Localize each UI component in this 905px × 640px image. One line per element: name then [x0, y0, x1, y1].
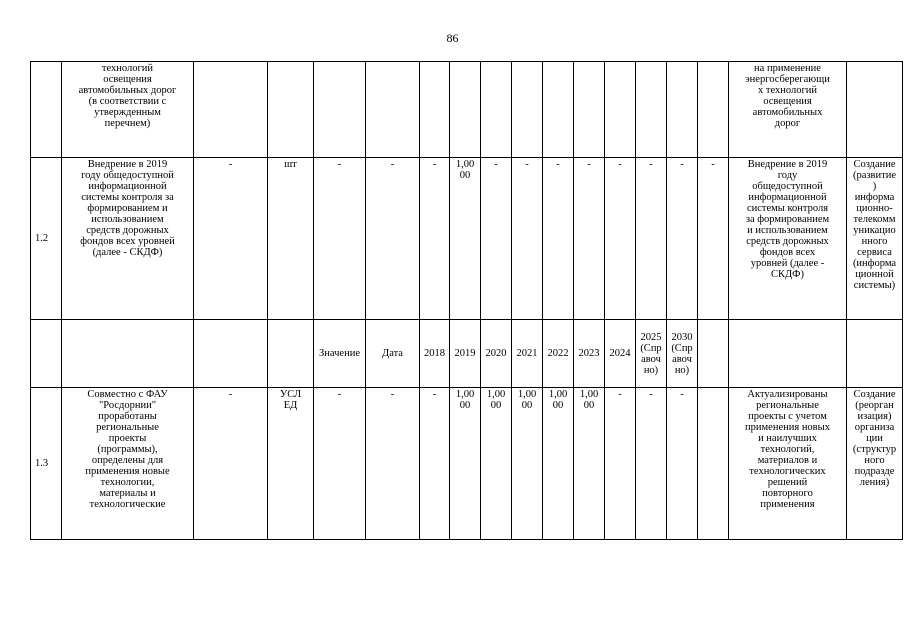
cell-type: [847, 320, 903, 388]
cell-value: Значение: [314, 320, 366, 388]
cell-empty: -: [698, 158, 729, 320]
cell-measure-name: [62, 320, 194, 388]
cell-2030: -: [667, 388, 698, 540]
cell-2020: [481, 62, 512, 158]
cell-2018: [420, 62, 450, 158]
cell-2030: [667, 62, 698, 158]
cell-2030: 2030 (Спр авоч но): [667, 320, 698, 388]
cell-number: [31, 320, 62, 388]
cell-unit: шт: [268, 158, 314, 320]
cell-2023: 1,00 00: [574, 388, 605, 540]
cell-2023: [574, 62, 605, 158]
cell-number: 1.3: [31, 388, 62, 540]
cell-number: [31, 62, 62, 158]
cell-result: на применение энергосберегающи х технологий освещения автомобильных дорог: [729, 62, 847, 158]
cell-empty: [698, 62, 729, 158]
table-row: [31, 62, 903, 158]
cell-2022: 2022: [543, 320, 574, 388]
cell-2019: [450, 62, 481, 158]
cell-result: Актуализированы региональные проекты с учетом применения новых и наилучших технологий, материалов и технологических решений повторного применения: [729, 388, 847, 540]
measures-table: [30, 61, 903, 540]
table-header-row: [31, 320, 903, 388]
cell-2024: -: [605, 388, 636, 540]
cell-empty: [698, 320, 729, 388]
cell-empty: [698, 388, 729, 540]
cell-2021: [512, 62, 543, 158]
cell-value: -: [314, 388, 366, 540]
cell-2022: -: [543, 158, 574, 320]
cell-base-value: -: [194, 388, 268, 540]
cell-unit: УСЛ ЕД: [268, 388, 314, 540]
cell-date: Дата: [366, 320, 420, 388]
cell-2018: -: [420, 158, 450, 320]
cell-number: 1.2: [31, 158, 62, 320]
cell-value: [314, 62, 366, 158]
cell-result: Внедрение в 2019 году общедоступной информационной системы контроля за формированием и использованием средств дорожных фондов всех уровней (далее - СКДФ): [729, 158, 847, 320]
cell-2030: -: [667, 158, 698, 320]
cell-type: Создание (реорган изация) организа ции (структур ного подразде ления): [847, 388, 903, 540]
cell-date: -: [366, 158, 420, 320]
cell-2019: 1,00 00: [450, 388, 481, 540]
cell-2025: [636, 62, 667, 158]
cell-2023: 2023: [574, 320, 605, 388]
cell-2024: 2024: [605, 320, 636, 388]
cell-2021: -: [512, 158, 543, 320]
cell-date: -: [366, 388, 420, 540]
cell-2019: 2019: [450, 320, 481, 388]
cell-2023: -: [574, 158, 605, 320]
cell-result: [729, 320, 847, 388]
cell-base-value: [194, 62, 268, 158]
cell-base-value: [194, 320, 268, 388]
page-number: 86: [446, 31, 459, 45]
cell-base-value: -: [194, 158, 268, 320]
cell-unit: [268, 62, 314, 158]
cell-2024: [605, 62, 636, 158]
cell-2020: 1,00 00: [481, 388, 512, 540]
cell-type: [847, 62, 903, 158]
table-row: [31, 388, 903, 540]
cell-date: [366, 62, 420, 158]
cell-measure-name: Внедрение в 2019 году общедоступной информационной системы контроля за формированием и использованием средств дорожных фондов всех уровней (далее - СКДФ): [62, 158, 194, 320]
cell-2021: 2021: [512, 320, 543, 388]
cell-measure-name: Совместно с ФАУ "Росдорнии" проработаны региональные проекты (программы), определены для применения новые технологии, материалы и технологические: [62, 388, 194, 540]
cell-2025: -: [636, 388, 667, 540]
table-row: [31, 158, 903, 320]
cell-2019: 1,00 00: [450, 158, 481, 320]
cell-2018: -: [420, 388, 450, 540]
cell-2024: -: [605, 158, 636, 320]
cell-2020: 2020: [481, 320, 512, 388]
cell-value: -: [314, 158, 366, 320]
cell-2025: 2025 (Спр авоч но): [636, 320, 667, 388]
cell-unit: [268, 320, 314, 388]
cell-2022: [543, 62, 574, 158]
cell-2022: 1,00 00: [543, 388, 574, 540]
cell-type: Создание (развитие ) информа ционно- телекомм уникацио нного сервиса (информа ционной системы): [847, 158, 903, 320]
cell-2025: -: [636, 158, 667, 320]
cell-2018: 2018: [420, 320, 450, 388]
cell-2021: 1,00 00: [512, 388, 543, 540]
cell-measure-name: технологий освещения автомобильных дорог (в соответствии с утвержденным перечнем): [62, 62, 194, 158]
cell-2020: -: [481, 158, 512, 320]
